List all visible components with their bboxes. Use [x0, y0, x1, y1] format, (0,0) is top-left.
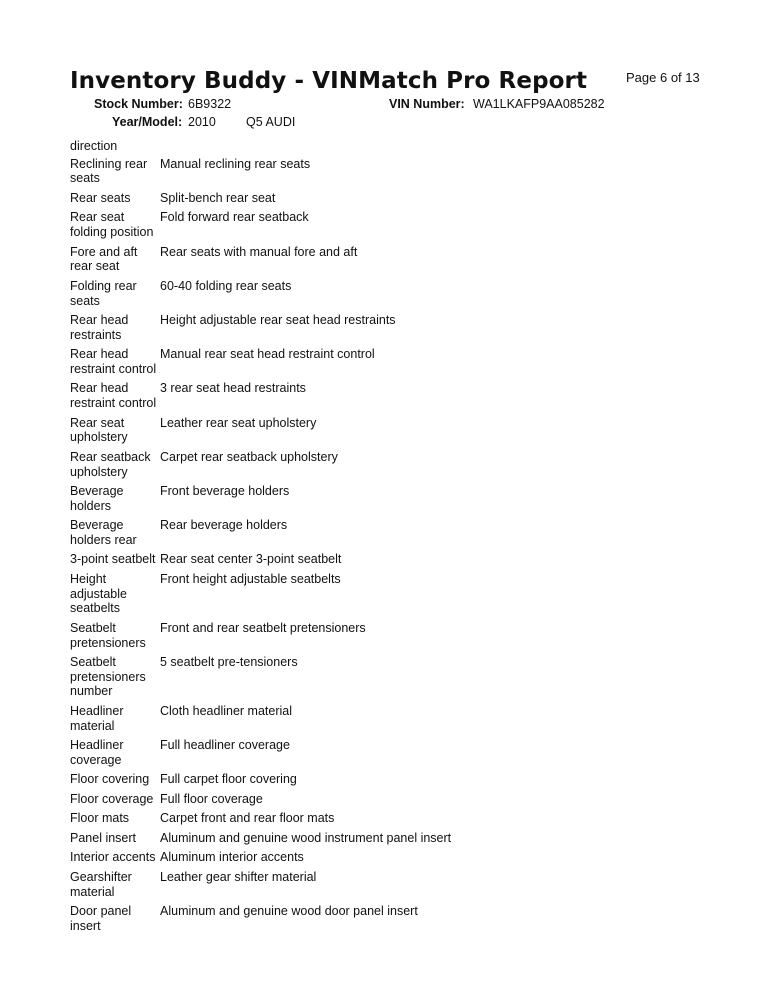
stock-number-value: 6B9322: [188, 97, 232, 111]
spec-label: Rear seatback upholstery: [70, 449, 151, 479]
spec-label: Headliner coverage: [70, 738, 124, 767]
table-row: [70, 518, 710, 547]
spec-label: Height adjustable seatbelts: [70, 571, 127, 616]
table-row: [70, 210, 710, 239]
spec-label: Gearshifter material: [70, 869, 132, 899]
spec-label: Interior accents: [70, 850, 156, 865]
spec-label: Beverage holders: [70, 484, 124, 513]
vin-number-value: WA1LKAFP9AA085282: [473, 97, 605, 111]
spec-label: Folding rear seats: [70, 278, 137, 308]
spec-value: Carpet front and rear floor mats: [160, 811, 335, 826]
table-row: [70, 870, 710, 899]
spec-value: Front and rear seatbelt pretensioners: [160, 620, 366, 635]
continued-row: [70, 139, 710, 154]
spec-value: Full floor coverage: [160, 791, 263, 806]
spec-value: 3 rear seat head restraints: [160, 381, 306, 396]
table-row: [70, 245, 710, 274]
spec-label: Headliner material: [70, 703, 124, 733]
table-row: [70, 850, 710, 865]
table-row: [70, 157, 710, 186]
page-number: Page 6 of 13: [626, 70, 700, 85]
spec-value: Full carpet floor covering: [160, 772, 297, 787]
spec-label: Door panel insert: [70, 904, 132, 933]
table-row: [70, 811, 710, 826]
table-row: [70, 450, 710, 479]
spec-value: Rear seat center 3-point seatbelt: [160, 552, 342, 567]
spec-table: [70, 139, 710, 938]
model-value: Q5 AUDI: [246, 115, 296, 129]
spec-rows: [70, 157, 710, 934]
table-row: [70, 416, 710, 445]
spec-value: Cloth headliner material: [160, 703, 293, 718]
spec-value: Aluminum and genuine wood instrument panel insert: [160, 830, 452, 845]
spec-value: Height adjustable rear seat head restraints: [160, 313, 396, 328]
stock-number-label: Stock Number:: [94, 97, 183, 111]
report-title: Inventory Buddy - VINMatch Pro Report: [70, 68, 588, 94]
table-row: [70, 347, 710, 376]
spec-label: Rear head restraint control: [70, 347, 157, 376]
spec-label: Rear seat folding position: [70, 210, 154, 240]
spec-label: Beverage holders rear: [70, 518, 137, 547]
spec-value: Carpet rear seatback upholstery: [160, 449, 338, 464]
table-row: [70, 381, 710, 410]
spec-label: 3-point seatbelt: [70, 552, 156, 567]
vin-number-label: VIN Number:: [389, 97, 465, 111]
table-row: [70, 572, 710, 616]
table-row: [70, 484, 710, 513]
spec-label: Fore and aft rear seat: [70, 244, 138, 274]
spec-label: Seatbelt pretensioners: [70, 620, 146, 650]
spec-value: Front height adjustable seatbelts: [160, 571, 341, 586]
spec-label: Floor coverage: [70, 791, 154, 806]
year-value: 2010: [188, 115, 216, 129]
table-row: [70, 313, 710, 342]
spec-label: Rear seats: [70, 190, 131, 205]
spec-value: Leather gear shifter material: [160, 869, 317, 884]
table-row: [70, 772, 710, 787]
table-row: [70, 738, 710, 767]
spec-value: Aluminum interior accents: [160, 850, 304, 865]
spec-value: 60-40 folding rear seats: [160, 278, 292, 293]
spec-label: Rear head restraint control: [70, 381, 157, 411]
continued-text: direction: [70, 139, 118, 153]
spec-value: 5 seatbelt pre-tensioners: [160, 655, 298, 670]
table-row: [70, 831, 710, 846]
spec-value: Rear seats with manual fore and aft: [160, 244, 358, 259]
spec-value: Manual reclining rear seats: [160, 156, 311, 171]
spec-label: Reclining rear seats: [70, 156, 148, 186]
table-row: [70, 704, 710, 733]
table-row: [70, 792, 710, 807]
spec-label: Rear seat upholstery: [70, 415, 128, 445]
spec-value: Aluminum and genuine wood door panel insert: [160, 904, 418, 919]
spec-label: Floor mats: [70, 811, 130, 826]
table-row: [70, 552, 710, 567]
spec-label: Floor covering: [70, 772, 150, 787]
table-row: [70, 655, 710, 699]
spec-label: Rear head restraints: [70, 313, 129, 342]
table-row: [70, 191, 710, 206]
spec-label: Seatbelt pretensioners number: [70, 655, 146, 699]
table-row: [70, 904, 710, 933]
table-row: [70, 279, 710, 308]
spec-value: Full headliner coverage: [160, 738, 290, 753]
spec-value: Front beverage holders: [160, 484, 290, 499]
spec-value: Manual rear seat head restraint control: [160, 347, 375, 362]
spec-label: Panel insert: [70, 830, 137, 845]
spec-value: Fold forward rear seatback: [160, 210, 309, 225]
table-row: [70, 621, 710, 650]
spec-value: Rear beverage holders: [160, 518, 288, 533]
year-model-label: Year/Model:: [112, 115, 183, 129]
spec-value: Split-bench rear seat: [160, 190, 276, 205]
spec-value: Leather rear seat upholstery: [160, 415, 317, 430]
